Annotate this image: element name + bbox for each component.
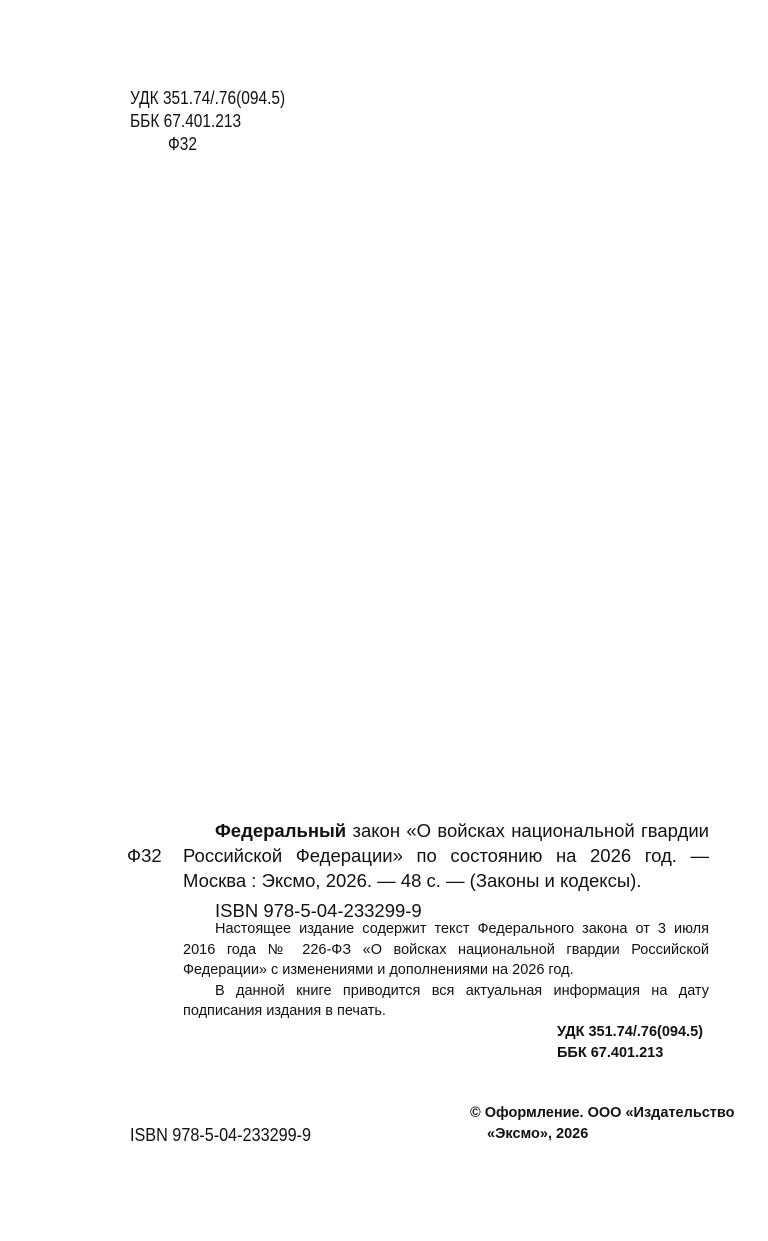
- bbk-code-right: ББК 67.401.213: [557, 1045, 664, 1061]
- annotation-paragraph-1: Настоящее издание содержит текст Федерального закона от 3 июля 2016 года № 226-ФЗ «О войсках национальной гвардии Российской Федерации» с изменениями и дополнениями на 2026 год.: [183, 921, 709, 978]
- catalog-entry: [183, 818, 709, 923]
- author-mark: Ф32: [168, 134, 197, 154]
- copyright-line-1: © Оформление. ООО «Издательство: [470, 1105, 735, 1121]
- footer-isbn: ISBN 978-5-04-233299-9: [130, 1125, 312, 1145]
- bbk-code: ББК 67.401.213: [130, 111, 242, 131]
- annotation-paragraph-2: В данной книге приводится вся актуальная информация на дату подписания издания в печать.: [183, 982, 709, 1019]
- catalog-author-mark: Ф32: [127, 845, 162, 866]
- catalog-description: [183, 818, 709, 893]
- udk-code-right: УДК 351.74/.76(094.5): [557, 1024, 703, 1040]
- udk-code: УДК 351.74/.76(094.5): [130, 88, 286, 108]
- catalog-title-bold: Федеральный: [215, 820, 347, 841]
- catalog-title-rest: закон «О войсках национальной гвардии Российской Федерации» по состоянию на 2026 год. — Москва : Эксмо, 2026. — 48 с. — (Законы и кодексы).: [183, 820, 709, 891]
- copyright-line-2: «Эксмо», 2026: [487, 1126, 589, 1142]
- annotation: [183, 919, 709, 1022]
- catalog-isbn: ISBN 978-5-04-233299-9: [215, 900, 422, 921]
